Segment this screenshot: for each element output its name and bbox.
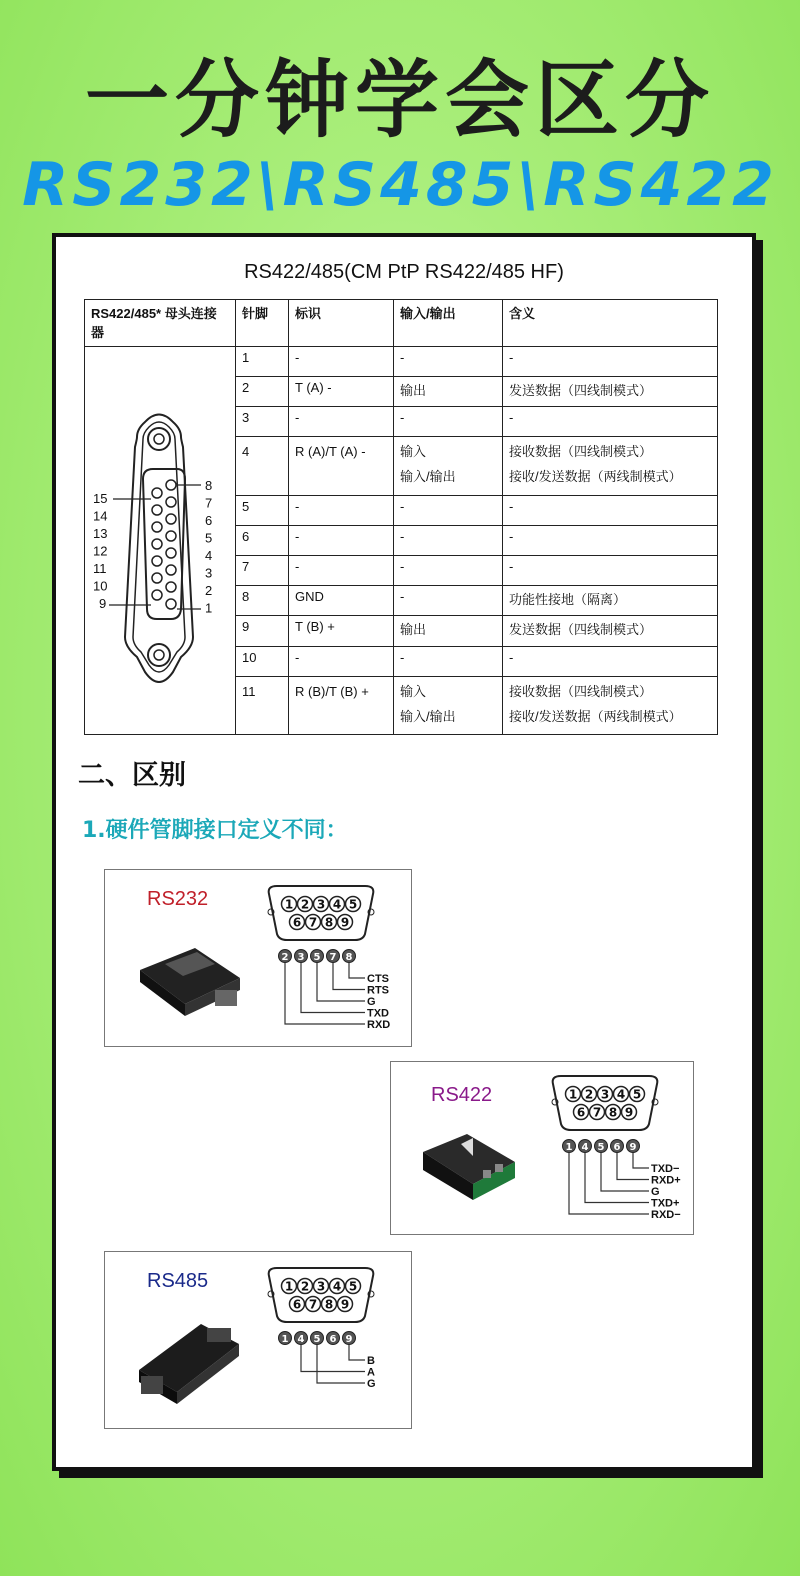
db9-pin-number: 2 [584,1087,594,1102]
used-pin-number: 4 [581,1142,589,1153]
pin-label: 1 [205,600,213,616]
rs232-db9-diagram [261,882,409,1042]
table-header-row [85,300,718,347]
table-title: RS422/485(CM PtP RS422/485 HF) [244,261,564,283]
pin-label: 11 [93,561,107,576]
pin-identifier: - [289,525,394,555]
pin-direction [394,616,503,646]
db9-pin-number: 1 [284,1279,294,1294]
db9-pin-number: 1 [568,1087,578,1102]
db9-pin-number: 6 [292,915,302,930]
pin-number: 11 [236,676,289,734]
direction-line: 输入 [400,444,427,460]
column-header: 标识 [289,300,394,347]
pin-identifier: R (A)/T (A) - [289,437,394,495]
db9-pin-number: 2 [300,897,310,912]
pin-hole [166,599,176,609]
pin-direction [394,556,503,586]
meaning-line: - [509,410,514,426]
signal-label: RXD [367,1019,391,1031]
pin-identifier: R (B)/T (B) + [289,676,394,734]
rs422-adapter-icon [417,1122,527,1212]
db9-pin-number: 3 [600,1087,610,1102]
db9-pin-number: 7 [308,1297,318,1312]
meaning-line: - [509,649,514,665]
pin-meaning [503,556,718,586]
db9-pin-number: 9 [624,1105,634,1120]
pin-hole [152,488,162,498]
pin-number: 9 [236,616,289,646]
rs485-panel [104,1251,412,1429]
pin-meaning [503,495,718,525]
pin-hole [166,497,176,507]
meaning-line: - [509,350,514,365]
direction-line: 输入/输出 [400,469,456,485]
pin-hole [152,539,162,549]
pin-label: 3 [205,565,213,581]
meaning-line: 接收/发送数据（两线制模式） [509,469,682,485]
pin-direction [394,586,503,616]
pin-label: 7 [205,495,213,511]
pin-number: 6 [236,525,289,555]
direction-line: - [400,649,405,665]
pin-meaning [503,347,718,377]
pin-table [84,299,718,735]
meaning-line: 接收数据（四线制模式） [509,444,653,460]
pin-label: 14 [93,508,108,524]
pin-number: 7 [236,556,289,586]
pin-number: 8 [236,586,289,616]
db9-pin-number: 7 [308,915,318,930]
rs232-adapter-icon [135,930,245,1020]
pin-identifier: - [289,347,394,377]
pin-hole [152,556,162,566]
pin-identifier: - [289,556,394,586]
direction-line: 输出 [400,383,427,399]
pin-direction [394,437,503,495]
signal-label: G [367,1378,376,1390]
db9-pin-number: 6 [576,1105,586,1120]
rs232-label: RS232 [147,888,209,910]
signal-label: CTS [367,973,389,985]
direction-line: 输入 [400,683,427,699]
direction-line: - [400,589,405,605]
signal-label: B [367,1355,375,1367]
connector-diagram [85,347,236,735]
direction-line: - [400,559,405,575]
used-pin-number: 9 [345,1334,353,1345]
pin-direction [394,646,503,676]
pin-number: 1 [236,347,289,377]
pin-meaning [503,586,718,616]
column-header: RS422/485* 母头连接器 [85,300,236,347]
meaning-line: 发送数据（四线制模式） [509,383,653,399]
pin-identifier: - [289,407,394,437]
pin-label: 6 [205,513,213,528]
pin-number: 5 [236,495,289,525]
rs485-label: RS485 [147,1270,209,1292]
used-pin-number: 4 [297,1334,305,1345]
signal-label: TXD [367,1007,389,1020]
column-header: 针脚 [236,300,289,347]
direction-line: - [400,350,405,365]
meaning-line: 接收数据（四线制模式） [509,683,653,699]
pin-label: 4 [205,548,213,563]
pin-hole [152,522,162,532]
used-pin-number: 6 [329,1334,337,1345]
meaning-line: - [509,528,514,544]
pin-identifier: T (B) + [289,616,394,646]
db9-pin-number: 5 [348,897,358,912]
direction-line: - [400,410,405,426]
direction-line: - [400,498,405,514]
db9-pin-number: 3 [316,1279,326,1294]
signal-label: TXD− [651,1163,680,1175]
db9-pin-number: 3 [316,897,326,912]
db9-pin-number: 8 [324,1297,334,1312]
pin-label: 15 [93,491,108,506]
column-header: 输入/输出 [394,300,503,347]
pin-hole [152,573,162,583]
section-subtitle: 1.硬件管脚接口定义不同： [82,818,348,843]
pin-hole [166,565,176,575]
db9-pin-number: 2 [300,1279,310,1294]
pin-meaning [503,616,718,646]
pin-identifier: - [289,646,394,676]
pin-hole [152,590,162,600]
db9-pin-number: 6 [292,1297,302,1312]
pin-number: 2 [236,377,289,407]
meaning-line: 发送数据（四线制模式） [509,622,653,638]
pin-hole [152,505,162,515]
db9-pin-number: 4 [616,1087,626,1102]
pin-number: 3 [236,407,289,437]
signal-label: RXD+ [651,1174,681,1187]
signal-label: RTS [367,984,389,997]
db15-female-connector-icon [85,347,233,731]
pin-meaning [503,377,718,407]
used-pin-number: 5 [313,1334,321,1345]
pin-hole [166,548,176,558]
pin-hole [166,531,176,541]
db9-pin-number: 4 [332,897,342,912]
page-title: 一分钟学会区分 [84,51,715,149]
pin-label: 10 [93,578,108,594]
used-pin-number: 9 [629,1142,637,1153]
pin-label: 13 [93,526,108,541]
pin-direction [394,495,503,525]
pin-direction [394,525,503,555]
pin-hole [166,582,176,592]
rs485-db9-diagram [261,1264,409,1424]
pin-number: 10 [236,646,289,676]
rs232-panel [104,869,412,1047]
signal-label: RXD− [651,1209,681,1221]
db9-pin-number: 8 [324,915,334,930]
pin-number: 4 [236,437,289,495]
db9-pin-number: 9 [340,915,350,930]
used-pin-number: 5 [597,1142,605,1153]
column-header: 含义 [503,300,718,347]
direction-line: 输出 [400,622,427,638]
pin-identifier: - [289,495,394,525]
pin-label: 5 [205,530,213,546]
pin-hole [166,480,176,490]
used-pin-number: 2 [281,952,289,963]
rs485-adapter-icon [131,1304,243,1414]
signal-label: A [367,1366,375,1379]
db9-pin-number: 5 [632,1087,642,1102]
used-pin-number: 1 [281,1334,289,1345]
pin-meaning [503,676,718,734]
pin-meaning [503,646,718,676]
pin-meaning [503,437,718,495]
pin-direction [394,377,503,407]
direction-line: - [400,528,405,544]
pin-direction [394,347,503,377]
used-pin-number: 6 [613,1142,621,1153]
meaning-line: - [509,498,514,514]
db9-pin-number: 1 [284,897,294,912]
pin-label: 2 [205,583,213,598]
pin-meaning [503,407,718,437]
meaning-line: 功能性接地（隔离） [509,592,627,608]
db9-pin-number: 8 [608,1105,618,1120]
pin-label: 9 [99,596,107,611]
rs422-panel [390,1061,694,1235]
meaning-line: 接收/发送数据（两线制模式） [509,708,682,724]
pin-identifier: GND [289,586,394,616]
db9-pin-number: 9 [340,1297,350,1312]
used-pin-number: 3 [297,952,305,963]
pin-hole [166,514,176,524]
used-pin-number: 1 [565,1142,573,1153]
pin-label: 8 [205,478,213,493]
rs422-label: RS422 [431,1084,493,1106]
used-pin-number: 8 [345,952,353,963]
used-pin-number: 5 [313,952,321,963]
pin-direction [394,407,503,437]
table-row [85,347,718,377]
signal-label: G [367,996,376,1008]
db9-pin-number: 5 [348,1279,358,1294]
pin-meaning [503,525,718,555]
pin-identifier: T (A) - [289,377,394,407]
content-card [52,233,756,1471]
direction-line: 输入/输出 [400,708,456,724]
rs422-db9-diagram [545,1072,691,1232]
section-title: 二、区别 [78,760,186,791]
pin-label: 12 [93,543,108,559]
page-subtitle: RS232\RS485\RS422 [22,150,778,220]
signal-label: G [651,1186,660,1198]
pin-direction [394,676,503,734]
meaning-line: - [509,559,514,575]
db9-pin-number: 4 [332,1279,342,1294]
used-pin-number: 7 [329,952,337,963]
db9-pin-number: 7 [592,1105,602,1120]
signal-label: TXD+ [651,1197,680,1210]
